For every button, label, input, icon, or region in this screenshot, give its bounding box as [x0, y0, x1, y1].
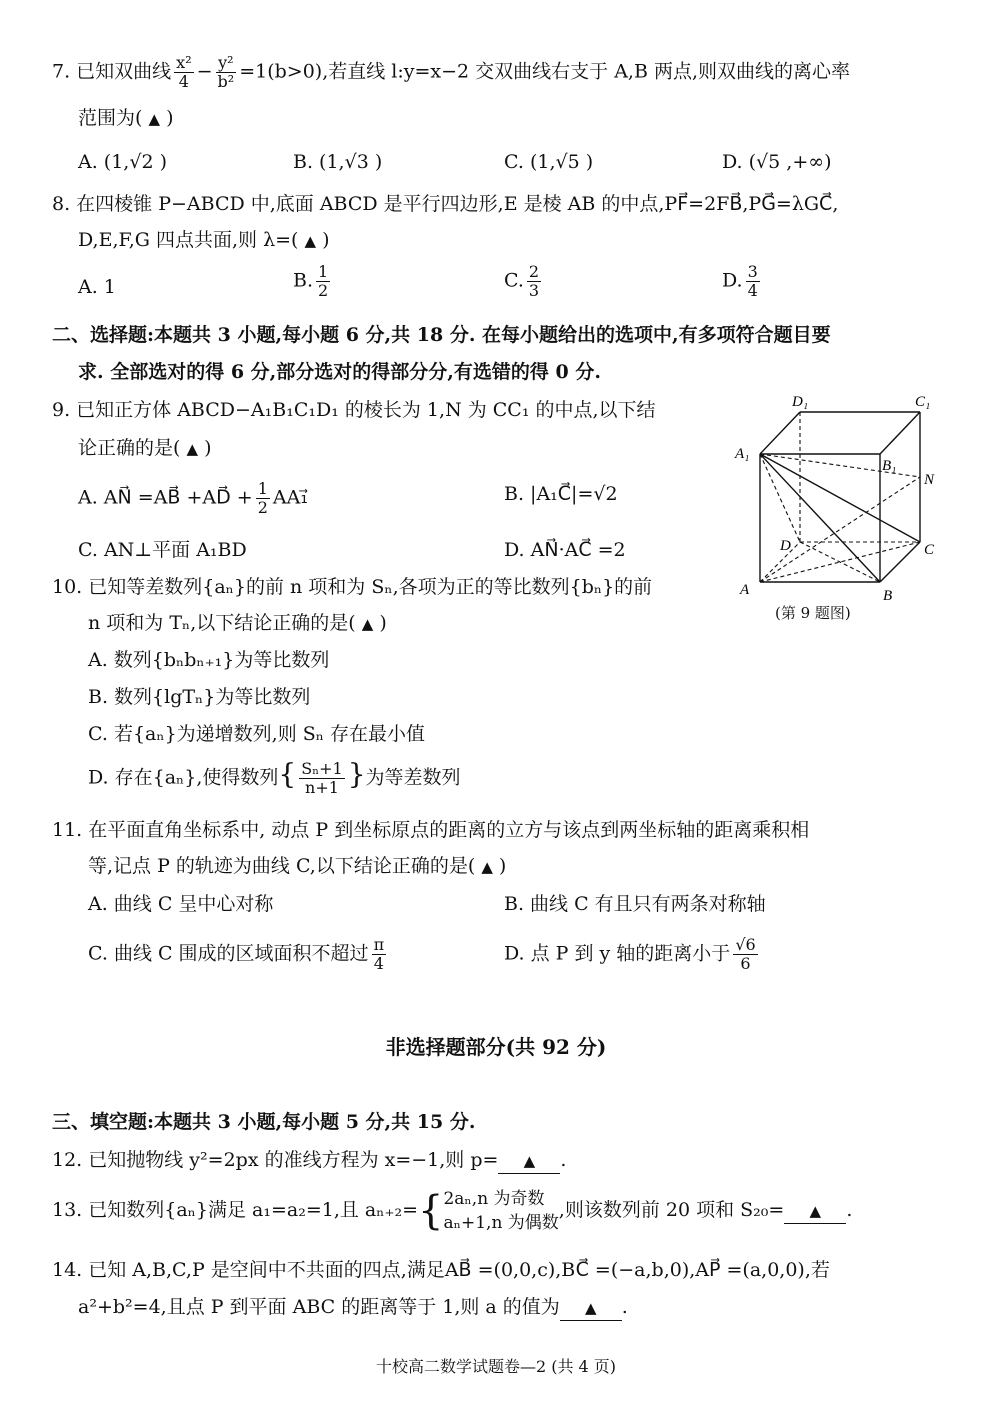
label-a1: A₁: [735, 446, 750, 462]
section3-heading: 三、填空题:本题共 3 小题,每小题 5 分,共 15 分.: [52, 1111, 476, 1133]
q12: 12. 已知抛物线 y²=2px 的准线方程为 x=−1,则 p= ▲ .: [52, 1148, 566, 1174]
q7-option-b: B. (1,√3 ): [293, 151, 383, 173]
label-a: A: [740, 582, 750, 598]
answer-triangle: ▲: [523, 1152, 536, 1170]
q10-option-b: B. 数列{lgTₙ}为等比数列: [88, 686, 311, 708]
q9-option-a: A. AN⃗ =AB⃗ +AD⃗ + $\frac{1}{2}$ AA₁⃗: [78, 479, 308, 517]
piecewise-cases: 2aₙ,n 为奇数 aₙ+1,n 为偶数: [443, 1189, 559, 1233]
section2-heading-line2: 求. 全部选对的得 6 分,部分选对的得部分分,有选错的得 0 分.: [78, 361, 601, 383]
label-n: N: [924, 472, 935, 488]
q8-stem-line2: D,E,F,G 四点共面,则 λ=( ▲ ): [78, 229, 330, 251]
q7-stem-line1: 7. 已知双曲线 $\frac{\text{x²}}{4}$ − $\frac{\text{y²}}{\text{b²}}$ =1(b>0),若直线 l:y=x−2 交双曲线右支于 A,B 两点,则双曲线的离心率: [52, 53, 851, 91]
q11-option-b: B. 曲线 C 有且只有两条对称轴: [504, 893, 766, 915]
fraction: $\frac{√6}{6}$: [735, 935, 756, 973]
q8-option-d: D. $\frac{3}{4}$: [722, 262, 758, 300]
fraction: $\frac{\text{y²}}{\text{b²}}$: [217, 53, 235, 91]
label-d: D: [780, 538, 791, 554]
q10-option-a: A. 数列{bₙbₙ₊₁}为等比数列: [88, 649, 330, 671]
q8-option-b: B. $\frac{1}{2}$: [293, 262, 329, 300]
q11-stem-line1: 11. 在平面直角坐标系中, 动点 P 到坐标原点的距离的立方与该点到两坐标轴的距离乘积相: [52, 819, 810, 841]
page-footer: 十校高二数学试题卷—2 (共 4 页): [375, 1357, 617, 1376]
answer-triangle: ▲: [361, 615, 374, 633]
fraction: $\frac{1}{2}$: [257, 479, 268, 517]
answer-blank: [498, 1148, 560, 1174]
fraction: $\frac{2}{3}$: [528, 262, 540, 300]
answer-triangle: ▲: [186, 440, 199, 458]
q11-option-d: D. 点 P 到 y 轴的距离小于 $\frac{√6}{6}$: [504, 935, 756, 973]
q7-option-a: A. (1,√2 ): [78, 151, 167, 173]
answer-blank: [560, 1295, 622, 1321]
fraction: $\frac{\pi}{4}$: [373, 935, 385, 973]
figure-caption: (第 9 题图): [775, 604, 851, 622]
q10-option-d: D. 存在{aₙ},使得数列{ $\frac{\text{Sₙ+1}}{n+1}$ }为等差数列: [88, 757, 461, 797]
label-c1: C₁: [915, 394, 931, 410]
answer-triangle: ▲: [809, 1202, 822, 1220]
answer-triangle: ▲: [148, 110, 161, 128]
q10-stem-line1: 10. 已知等差数列{aₙ}的前 n 项和为 Sₙ,各项为正的等比数列{bₙ}的前: [52, 576, 653, 598]
q9-option-c: C. AN⊥平面 A₁BD: [78, 539, 247, 561]
cube-figure: [730, 392, 950, 632]
q10-option-c: C. 若{aₙ}为递增数列,则 Sₙ 存在最小值: [88, 723, 426, 745]
q11-stem-line2: 等,记点 P 的轨迹为曲线 C,以下结论正确的是( ▲ ): [88, 855, 507, 877]
q8-stem-line1: 8. 在四棱锥 P−ABCD 中,底面 ABCD 是平行四边形,E 是棱 AB 的中点,PF⃗=2FB⃗,PG⃗=λGC⃗,: [52, 193, 839, 215]
label-c: C: [924, 542, 935, 558]
q9-option-b: B. |A₁C⃗|=√2: [504, 483, 618, 505]
part2-title: 非选择题部分(共 92 分): [385, 1035, 607, 1059]
answer-triangle: ▲: [585, 1299, 597, 1317]
answer-triangle: ▲: [304, 232, 317, 250]
q11-option-a: A. 曲线 C 呈中心对称: [88, 893, 274, 915]
q11-option-c: C. 曲线 C 围成的区域面积不超过 $\frac{\pi}{4}$: [88, 935, 385, 973]
label-b: B: [883, 588, 893, 604]
q7-stem-line2: 范围为( ▲ ): [78, 107, 174, 129]
answer-triangle: ▲: [481, 858, 493, 876]
cube-diagram: [730, 392, 950, 632]
fraction: $\frac{\text{x²}}{4}$: [176, 53, 192, 91]
q10-stem-line2: n 项和为 Tₙ,以下结论正确的是( ▲ ): [88, 612, 387, 634]
q7-option-c: C. (1,√5 ): [504, 151, 594, 173]
fraction: $\frac{\text{Sₙ+1}}{n+1}$: [301, 759, 343, 797]
q13: 13. 已知数列{aₙ}满足 a₁=a₂=1,且 aₙ₊₂={ 2aₙ,n 为奇数 aₙ+1,n 为偶数 ,则该数列前 20 项和 S₂₀= ▲ .: [52, 1188, 853, 1234]
q9-stem-line1: 9. 已知正方体 ABCD−A₁B₁C₁D₁ 的棱长为 1,N 为 CC₁ 的中点,以下结: [52, 399, 656, 421]
label-d1: D₁: [792, 394, 809, 410]
q7-option-d: D. (√5 ,+∞): [722, 151, 832, 173]
answer-blank: [784, 1198, 846, 1224]
label-b1: B₁: [882, 458, 897, 474]
q9-option-d: D. AN⃗·AC⃗ =2: [504, 539, 626, 561]
section2-heading-line1: 二、选择题:本题共 3 小题,每小题 6 分,共 18 分. 在每小题给出的选项中,有多项符合题目要: [52, 324, 831, 346]
fraction: $\frac{1}{2}$: [318, 262, 329, 300]
q9-stem-line2: 论正确的是( ▲ ): [78, 437, 212, 459]
q8-option-a: A. 1: [78, 276, 116, 298]
fraction: $\frac{3}{4}$: [747, 262, 758, 300]
q14-line2: a²+b²=4,且点 P 到平面 ABC 的距离等于 1,则 a 的值为 ▲ .: [78, 1295, 628, 1321]
q14-line1: 14. 已知 A,B,C,P 是空间中不共面的四点,满足AB⃗ =(0,0,c),BC⃗ =(−a,b,0),AP⃗ =(a,0,0),若: [52, 1259, 830, 1281]
q8-option-c: C. $\frac{2}{3}$: [504, 262, 540, 300]
